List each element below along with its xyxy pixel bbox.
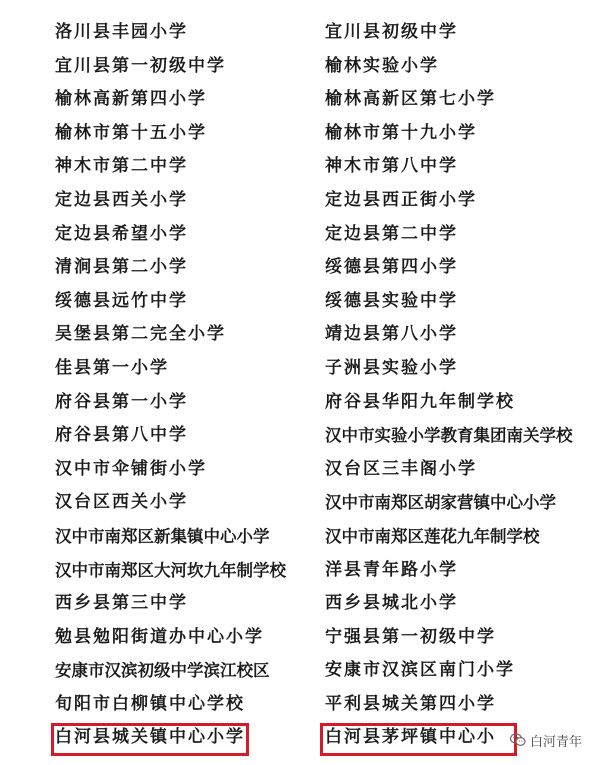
school-name-right: 绥德县第四小学 — [325, 257, 458, 278]
list-row — [0, 50, 598, 84]
school-name-right: 定边县第二中学 — [325, 223, 458, 244]
school-name-right: 汉中市实验小学教育集团南关学校 — [325, 426, 573, 446]
school-name-left: 白河县城关镇中心小学 — [55, 727, 245, 748]
school-name-right: 洋县青年路小学 — [325, 559, 458, 580]
school-name-left: 府谷县第一小学 — [55, 391, 188, 412]
school-name-left: 西乡县第三中学 — [55, 593, 188, 614]
school-name-right: 宜川县初级中学 — [325, 22, 458, 42]
list-row — [0, 251, 598, 285]
list-row — [0, 16, 598, 50]
school-name-right: 宁强县第一初级中学 — [325, 626, 496, 647]
highlight-box-left — [51, 723, 249, 756]
list-row — [0, 554, 598, 588]
school-name-left: 汉中市伞铺街小学 — [55, 458, 207, 479]
watermark — [510, 729, 582, 751]
list-row — [0, 83, 598, 117]
school-name-right: 榆林高新区第七小学 — [325, 89, 496, 110]
school-name-right: 靖边县第八小学 — [325, 324, 458, 345]
school-name-right: 榆林实验小学 — [325, 55, 439, 76]
list-row — [0, 218, 598, 252]
school-name-right: 子洲县实验小学 — [325, 357, 458, 378]
school-name-left: 榆林市第十五小学 — [55, 122, 207, 143]
school-name-right: 白河县茅坪镇中心小 — [325, 727, 496, 748]
school-name-left: 定边县西关小学 — [55, 189, 188, 210]
school-list — [0, 16, 598, 755]
school-name-right: 西乡县城北小学 — [325, 593, 458, 614]
school-name-left: 汉中市南郑区大河坎九年制学校 — [55, 560, 286, 580]
school-name-right: 汉中市南郑区莲花九年制学校 — [325, 526, 540, 546]
watermark-text: 白河青年 — [529, 734, 582, 750]
school-name-left: 宜川县第一初级中学 — [55, 55, 226, 76]
list-row — [0, 453, 598, 487]
list-row — [0, 285, 598, 319]
school-name-right: 绥德县实验中学 — [325, 290, 458, 311]
school-name-right: 定边县西正街小学 — [325, 189, 477, 210]
school-name-left: 神木市第二中学 — [55, 156, 188, 177]
list-row — [0, 184, 598, 218]
list-row — [0, 419, 598, 453]
school-name-right: 神木市第八中学 — [325, 156, 458, 177]
school-name-left: 洛川县丰园小学 — [55, 22, 188, 42]
school-name-left: 绥德县远竹中学 — [55, 290, 188, 311]
highlight-box-right — [320, 723, 517, 756]
school-name-left: 安康市汉滨初级中学滨江校区 — [55, 661, 270, 681]
list-row — [0, 150, 598, 184]
school-name-left: 定边县希望小学 — [55, 223, 188, 244]
list-row — [0, 318, 598, 352]
list-row — [0, 688, 598, 722]
school-name-left: 佳县第一小学 — [55, 357, 169, 378]
school-name-left: 清涧县第二小学 — [55, 257, 188, 278]
school-name-left: 榆林高新第四小学 — [55, 89, 207, 110]
school-name-right: 安康市汉滨区南门小学 — [325, 660, 515, 681]
school-name-right: 汉台区三丰阁小学 — [325, 458, 477, 479]
list-row — [0, 486, 598, 520]
list-row — [0, 117, 598, 151]
school-name-right: 汉中市南郑区胡家营镇中心小学 — [325, 493, 556, 513]
school-name-left: 勉县勉阳街道办中心小学 — [55, 626, 264, 647]
school-name-right: 府谷县华阳九年制学校 — [325, 391, 515, 412]
list-row — [0, 520, 598, 554]
wechat-icon — [510, 733, 526, 747]
school-name-left: 旬阳市白柳镇中心学校 — [55, 693, 245, 714]
list-row — [0, 654, 598, 688]
school-name-left: 汉台区西关小学 — [55, 492, 188, 513]
school-name-left: 吴堡县第二完全小学 — [55, 324, 226, 345]
school-name-left: 府谷县第八中学 — [55, 425, 188, 446]
list-row — [0, 386, 598, 420]
school-name-right: 平利县城关第四小学 — [325, 693, 496, 714]
list-row — [0, 621, 598, 655]
school-name-left: 汉中市南郑区新集镇中心小学 — [55, 526, 270, 546]
list-row — [0, 587, 598, 621]
list-row — [0, 352, 598, 386]
school-name-right: 榆林市第十九小学 — [325, 122, 477, 143]
